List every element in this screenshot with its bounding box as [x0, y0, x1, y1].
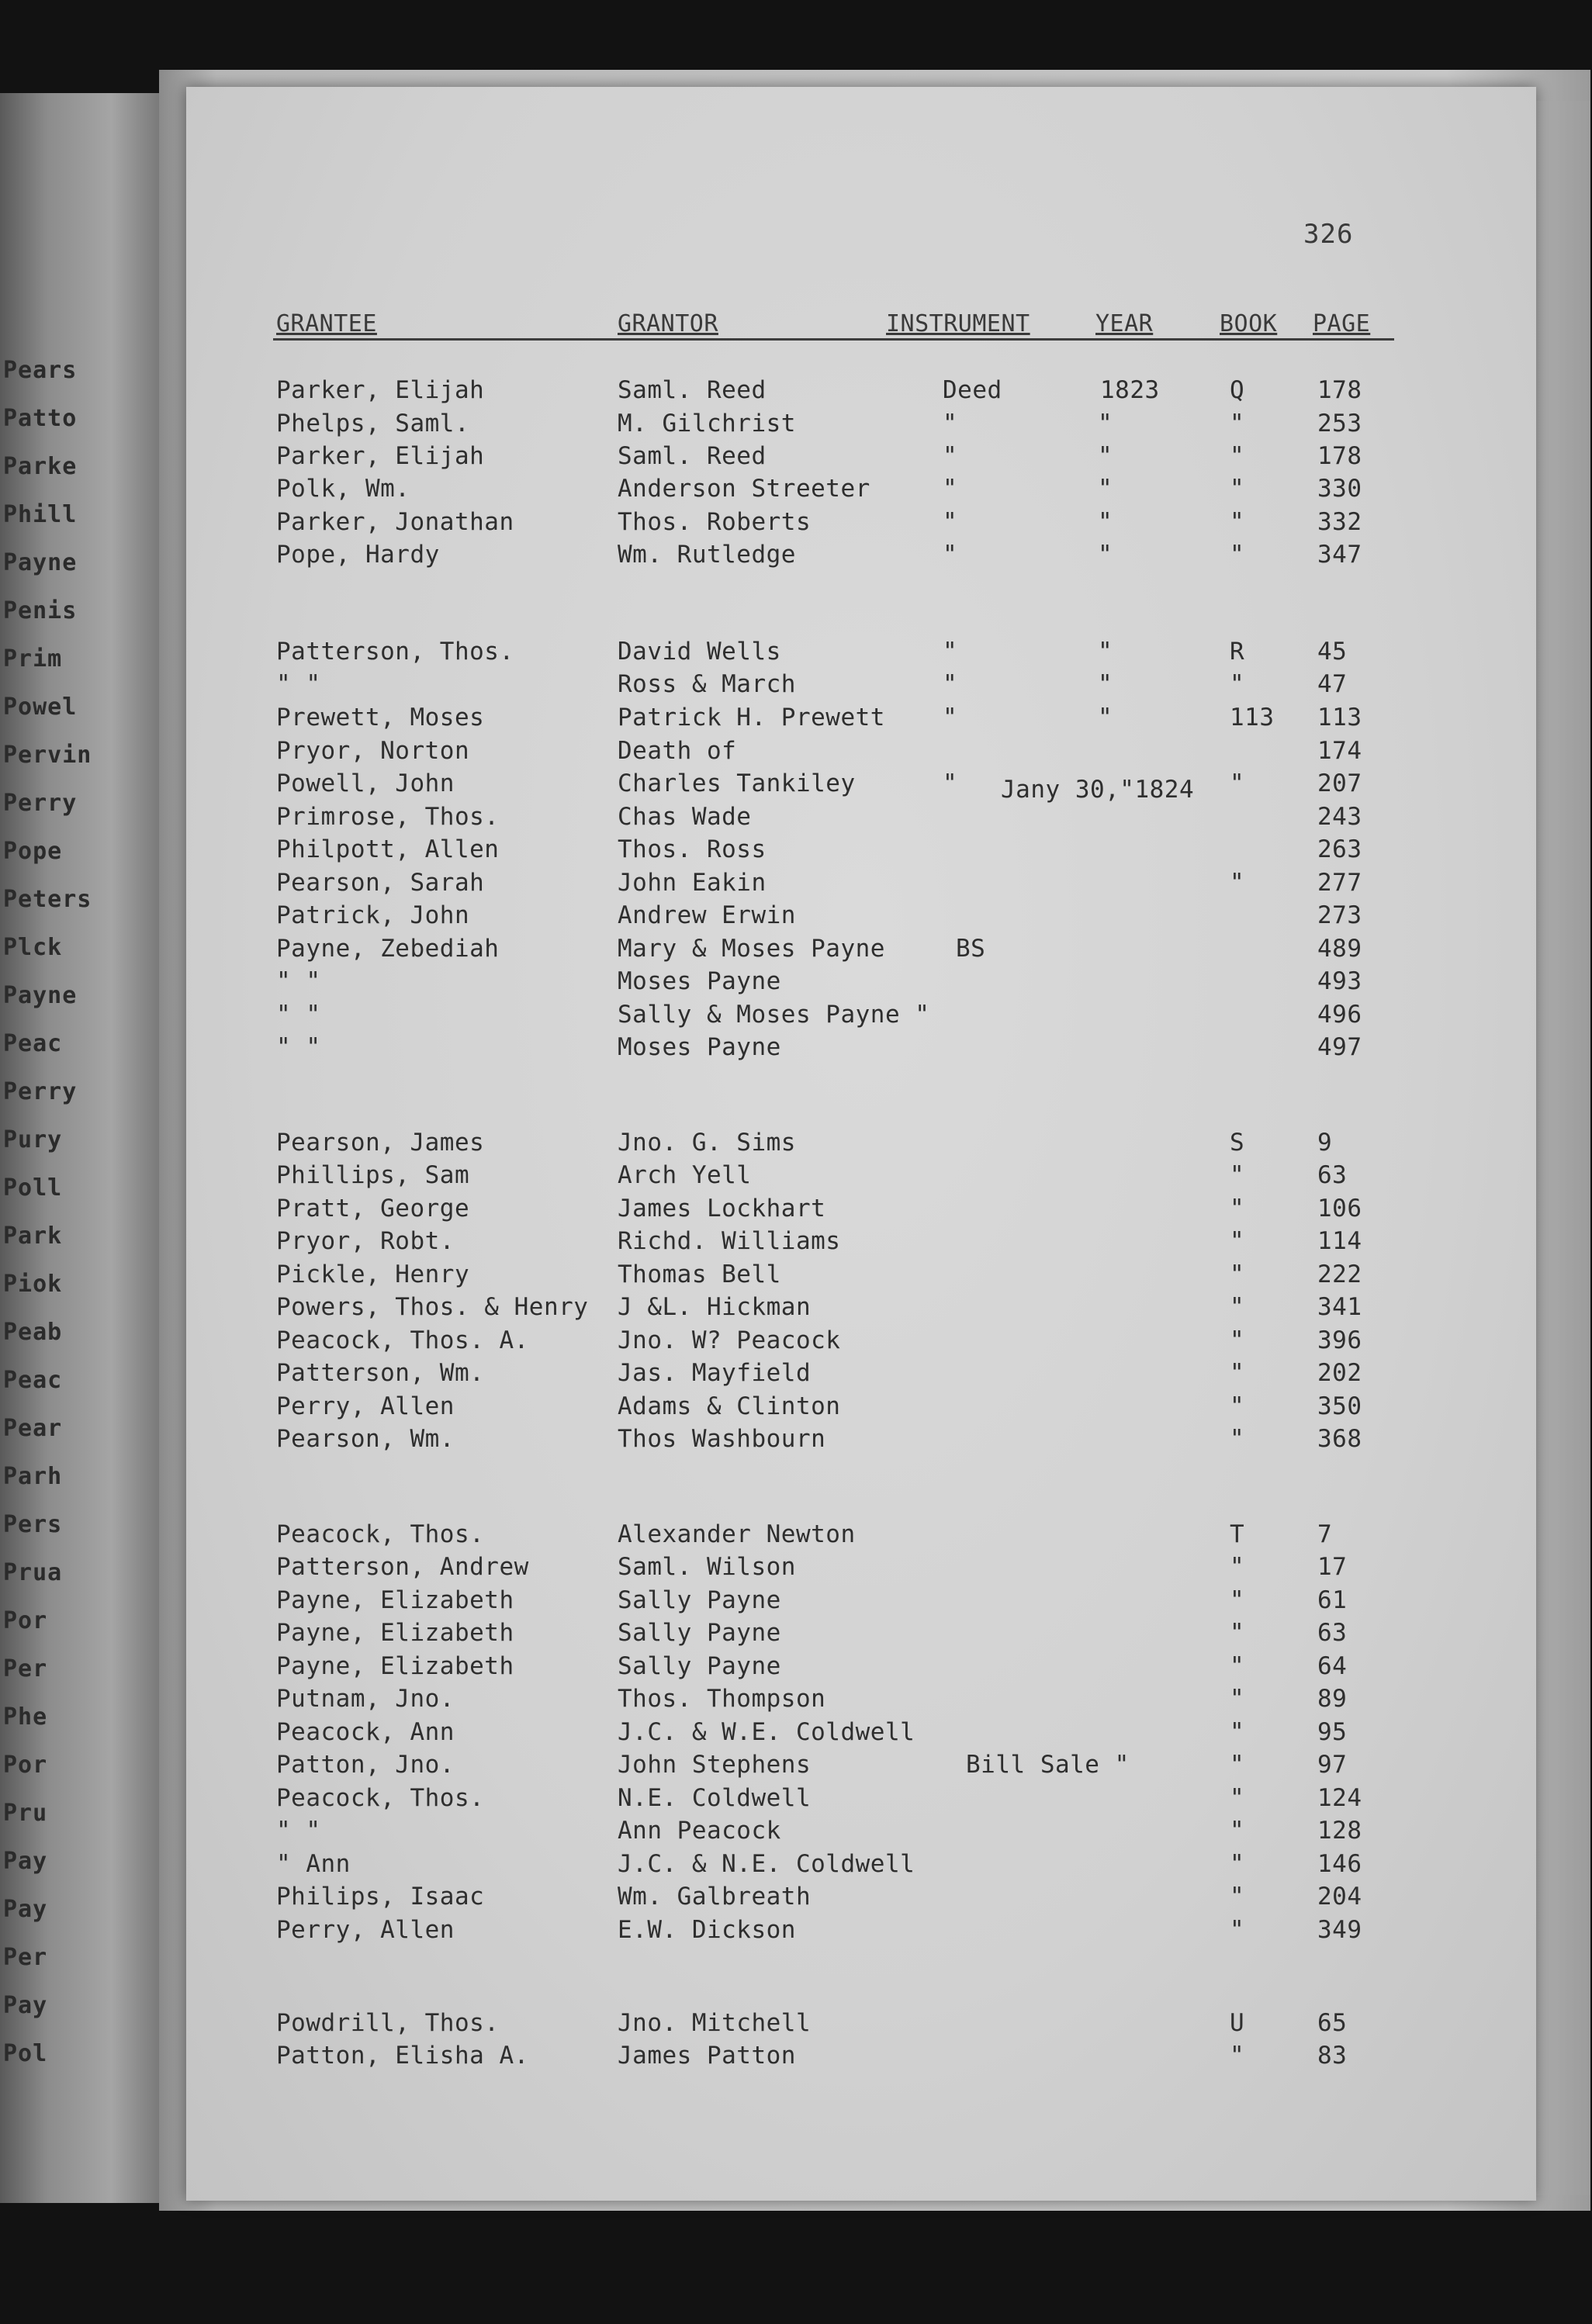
cell-book: "	[1230, 1326, 1245, 1354]
cell-book: "	[1230, 1586, 1245, 1614]
cell-grantor: Ross & March	[618, 670, 796, 698]
cell-grantee: Pryor, Robt.	[276, 1227, 455, 1255]
cell-grantee: " "	[276, 1001, 321, 1029]
cell-grantor: Thos. Ross	[618, 835, 767, 863]
cell-grantor: J &L. Hickman	[618, 1293, 812, 1321]
table-row	[0, 737, 1592, 769]
cell-instrument: "	[943, 508, 958, 536]
cell-grantee: Peacock, Thos. A.	[276, 1326, 529, 1354]
cell-grantee: Powers, Thos. & Henry	[276, 1293, 589, 1321]
table-row	[0, 967, 1592, 1000]
cell-page: 17	[1317, 1553, 1348, 1581]
cell-page: 330	[1317, 475, 1362, 503]
cell-grantor: Sally Payne	[618, 1586, 781, 1614]
cell-grantee: Peacock, Thos.	[276, 1520, 485, 1548]
cell-page: 83	[1317, 2042, 1348, 2070]
cell-grantor: Jno. Mitchell	[618, 2009, 812, 2037]
cell-year: "	[1098, 704, 1113, 731]
cell-grantee: " Ann	[276, 1850, 351, 1878]
cell-grantor: J.C. & W.E. Coldwell	[618, 1718, 915, 1746]
cell-book: 113	[1230, 704, 1275, 731]
cell-grantor: Patrick H. Prewett	[618, 704, 885, 731]
table-row	[0, 508, 1592, 541]
cell-page: 61	[1317, 1586, 1348, 1614]
cell-grantor: Sally Payne	[618, 1619, 781, 1647]
table-row	[0, 1685, 1592, 1717]
cell-grantee: Peacock, Thos.	[276, 1784, 485, 1812]
table-row	[0, 1718, 1592, 1751]
table-row	[0, 1916, 1592, 1949]
left-page-fragment: Perry	[3, 1078, 78, 1105]
cell-page: 350	[1317, 1392, 1362, 1420]
cell-book: "	[1230, 1359, 1245, 1387]
cell-page: 128	[1317, 1817, 1362, 1845]
cell-year: "	[1098, 410, 1113, 437]
cell-page: 489	[1317, 935, 1362, 963]
cell-grantor: James Patton	[618, 2042, 796, 2070]
cell-grantor: Mary & Moses Payne	[618, 935, 885, 963]
cell-instrument: "	[943, 769, 958, 797]
table-row	[0, 670, 1592, 703]
left-page-fragment: Powel	[3, 693, 78, 721]
left-page-fragment: Patto	[3, 405, 78, 432]
cell-year: Jany 30,"1824	[1001, 776, 1195, 804]
column-header-row	[273, 310, 1394, 341]
cell-book: "	[1230, 1652, 1245, 1680]
cell-page: 493	[1317, 967, 1362, 995]
cell-page: 273	[1317, 901, 1362, 929]
left-page-fragment: Pears	[3, 357, 78, 384]
cell-page: 97	[1317, 1751, 1348, 1779]
cell-grantor: Saml. Wilson	[618, 1553, 796, 1581]
cell-book: "	[1230, 1619, 1245, 1647]
cell-grantor: Arch Yell	[618, 1161, 752, 1189]
left-page-fragment: Pay	[3, 1848, 48, 1875]
cell-grantee: Pickle, Henry	[276, 1261, 470, 1288]
cell-book: R	[1230, 638, 1245, 666]
table-row	[0, 410, 1592, 442]
cell-book: "	[1230, 769, 1245, 797]
cell-grantee: Pearson, Sarah	[276, 869, 485, 897]
table-row	[0, 638, 1592, 670]
header-year: YEAR	[1095, 310, 1154, 337]
cell-grantee: Pearson, Wm.	[276, 1425, 455, 1453]
cell-book: "	[1230, 2042, 1245, 2070]
table-row	[0, 376, 1592, 409]
left-page-fragment: Pervin	[3, 742, 92, 769]
cell-page: 65	[1317, 2009, 1348, 2037]
cell-page: 63	[1317, 1161, 1348, 1189]
cell-book: "	[1230, 541, 1245, 569]
cell-book: "	[1230, 475, 1245, 503]
cell-page: 146	[1317, 1850, 1362, 1878]
cell-year: "	[1098, 475, 1113, 503]
cell-page: 113	[1317, 704, 1362, 731]
left-page-fragment: Peters	[3, 886, 92, 913]
table-row	[0, 1129, 1592, 1161]
table-row	[0, 2042, 1592, 2074]
cell-grantor: Sally Payne	[618, 1652, 781, 1680]
cell-grantor: Chas Wade	[618, 803, 752, 831]
table-row	[0, 475, 1592, 507]
cell-book: "	[1230, 1553, 1245, 1581]
table-row	[0, 803, 1592, 835]
table-row	[0, 1161, 1592, 1194]
cell-book: "	[1230, 1916, 1245, 1944]
cell-book: Q	[1230, 376, 1245, 404]
cell-grantor: Charles Tankiley	[618, 769, 856, 797]
cell-instrument: "	[943, 670, 958, 698]
cell-page: 332	[1317, 508, 1362, 536]
cell-grantee: " "	[276, 967, 321, 995]
table-row	[0, 769, 1592, 802]
table-row	[0, 1784, 1592, 1817]
cell-page: 45	[1317, 638, 1348, 666]
cell-grantee: Payne, Elizabeth	[276, 1586, 514, 1614]
cell-grantee: Perry, Allen	[276, 1916, 455, 1944]
cell-grantor: Death of	[618, 737, 737, 765]
cell-page: 207	[1317, 769, 1362, 797]
cell-page: 222	[1317, 1261, 1362, 1288]
table-row	[0, 1033, 1592, 1066]
cell-grantee: Patterson, Thos.	[276, 638, 514, 666]
table-row	[0, 1883, 1592, 1915]
cell-grantee: Payne, Elizabeth	[276, 1619, 514, 1647]
cell-instrument: Bill Sale "	[966, 1751, 1130, 1779]
cell-book: "	[1230, 1883, 1245, 1911]
cell-book: "	[1230, 442, 1245, 470]
cell-grantor: Wm. Rutledge	[618, 541, 796, 569]
cell-page: 47	[1317, 670, 1348, 698]
left-page-fragment: Parh	[3, 1463, 63, 1490]
cell-year: 1823	[1100, 376, 1160, 404]
cell-grantee: Philips, Isaac	[276, 1883, 485, 1911]
cell-year: "	[1098, 670, 1113, 698]
cell-page: 497	[1317, 1033, 1362, 1061]
cell-grantee: Powell, John	[276, 769, 455, 797]
header-book: BOOK	[1220, 310, 1278, 337]
cell-year: "	[1098, 442, 1113, 470]
cell-grantee: Prewett, Moses	[276, 704, 485, 731]
cell-grantor: Richd. Williams	[618, 1227, 841, 1255]
cell-book: "	[1230, 1817, 1245, 1845]
table-row	[0, 541, 1592, 573]
cell-grantor: John Stephens	[618, 1751, 812, 1779]
cell-grantee: Perry, Allen	[276, 1392, 455, 1420]
cell-grantee: " "	[276, 670, 321, 698]
cell-page: 243	[1317, 803, 1362, 831]
cell-grantee: Powdrill, Thos.	[276, 2009, 500, 2037]
left-page-fragment: Parke	[3, 453, 78, 480]
cell-grantee: Parker, Elijah	[276, 442, 485, 470]
cell-grantor: Moses Payne	[618, 1033, 781, 1061]
cell-book: "	[1230, 1392, 1245, 1420]
cell-year: "	[1098, 541, 1113, 569]
table-row	[0, 1195, 1592, 1227]
cell-grantee: " "	[276, 1817, 321, 1845]
table-row	[0, 1293, 1592, 1326]
table-row	[0, 869, 1592, 901]
cell-grantee: Pryor, Norton	[276, 737, 470, 765]
cell-instrument: BS	[956, 935, 986, 963]
cell-page: 106	[1317, 1195, 1362, 1223]
table-row	[0, 1392, 1592, 1425]
cell-book: "	[1230, 1161, 1245, 1189]
table-row	[0, 1553, 1592, 1586]
cell-page: 174	[1317, 737, 1362, 765]
left-page-fragment: Payne	[3, 982, 78, 1009]
table-row	[0, 1261, 1592, 1293]
cell-grantee: Phillips, Sam	[276, 1161, 470, 1189]
cell-book: "	[1230, 1293, 1245, 1321]
left-page-fragment: Peab	[3, 1319, 63, 1346]
cell-grantee: Putnam, Jno.	[276, 1685, 455, 1713]
cell-grantor: J.C. & N.E. Coldwell	[618, 1850, 915, 1878]
header-grantee: GRANTEE	[276, 310, 377, 337]
cell-year: "	[1098, 638, 1113, 666]
cell-book: U	[1230, 2009, 1245, 2037]
cell-grantor: N.E. Coldwell	[618, 1784, 812, 1812]
cell-page: 178	[1317, 442, 1362, 470]
cell-page: 114	[1317, 1227, 1362, 1255]
left-page-fragment: Payne	[3, 549, 78, 576]
cell-page: 204	[1317, 1883, 1362, 1911]
cell-grantor: David Wells	[618, 638, 781, 666]
cell-grantee: Primrose, Thos.	[276, 803, 500, 831]
left-page-fragment: Phill	[3, 501, 78, 528]
cell-page: 368	[1317, 1425, 1362, 1453]
cell-page: 347	[1317, 541, 1362, 569]
cell-grantor: Wm. Galbreath	[618, 1883, 812, 1911]
table-row	[0, 1850, 1592, 1883]
left-page-fragment: Por	[3, 1752, 48, 1779]
cell-grantee: Patton, Elisha A.	[276, 2042, 529, 2070]
cell-grantor: Jno. G. Sims	[618, 1129, 796, 1157]
left-page-fragment: Prim	[3, 645, 63, 673]
cell-page: 263	[1317, 835, 1362, 863]
cell-grantee: Patterson, Wm.	[276, 1359, 485, 1387]
cell-page: 89	[1317, 1685, 1348, 1713]
table-row	[0, 1359, 1592, 1392]
cell-book: "	[1230, 1685, 1245, 1713]
cell-page: 202	[1317, 1359, 1362, 1387]
header-page: PAGE	[1313, 310, 1371, 337]
table-row	[0, 1751, 1592, 1783]
cell-page: 124	[1317, 1784, 1362, 1812]
left-page-fragment: Park	[3, 1223, 63, 1250]
cell-page: 253	[1317, 410, 1362, 437]
cell-grantee: Patterson, Andrew	[276, 1553, 529, 1581]
cell-book: "	[1230, 1784, 1245, 1812]
left-page-fragment: Phe	[3, 1703, 48, 1731]
cell-page: 63	[1317, 1619, 1348, 1647]
cell-book: "	[1230, 869, 1245, 897]
table-row	[0, 2009, 1592, 2042]
cell-instrument: "	[943, 541, 958, 569]
cell-book: "	[1230, 1261, 1245, 1288]
cell-instrument: "	[943, 638, 958, 666]
table-row	[0, 1425, 1592, 1458]
cell-book: "	[1230, 508, 1245, 536]
cell-instrument: "	[943, 442, 958, 470]
table-row	[0, 835, 1592, 868]
cell-instrument: "	[943, 475, 958, 503]
table-row	[0, 1227, 1592, 1260]
cell-grantee: Polk, Wm.	[276, 475, 410, 503]
cell-page: 496	[1317, 1001, 1362, 1029]
cell-page: 9	[1317, 1129, 1333, 1157]
table-row	[0, 901, 1592, 934]
table-row	[0, 1586, 1592, 1619]
table-row	[0, 1652, 1592, 1685]
table-row	[0, 442, 1592, 475]
left-page-fragment: Pru	[3, 1800, 48, 1827]
cell-grantee: Pratt, George	[276, 1195, 470, 1223]
left-page-fragment: Poll	[3, 1174, 63, 1202]
cell-page: 7	[1317, 1520, 1333, 1548]
cell-grantor: Moses Payne	[618, 967, 781, 995]
cell-book: "	[1230, 670, 1245, 698]
cell-grantor: John Eakin	[618, 869, 767, 897]
left-page-fragment: Per	[3, 1655, 48, 1682]
left-page-fragment: Perry	[3, 790, 78, 817]
cell-book: T	[1230, 1520, 1245, 1548]
cell-page: 178	[1317, 376, 1362, 404]
cell-book: "	[1230, 1195, 1245, 1223]
left-page-fragment: Plck	[3, 934, 63, 961]
cell-grantor: Saml. Reed	[618, 442, 767, 470]
cell-grantee: " "	[276, 1033, 321, 1061]
left-page-fragment: Per	[3, 1944, 48, 1971]
cell-page: 95	[1317, 1718, 1348, 1746]
cell-book: "	[1230, 1718, 1245, 1746]
cell-grantor: Thos Washbourn	[618, 1425, 826, 1453]
left-page-fragment: Peac	[3, 1030, 63, 1057]
cell-book: "	[1230, 1751, 1245, 1779]
table-row	[0, 1001, 1592, 1033]
cell-grantor: Jas. Mayfield	[618, 1359, 812, 1387]
left-page-fragment: Penis	[3, 597, 78, 624]
cell-grantee: Payne, Zebediah	[276, 935, 500, 963]
cell-grantor: Jno. W? Peacock	[618, 1326, 841, 1354]
left-page-fragment: Pear	[3, 1415, 63, 1442]
cell-page: 349	[1317, 1916, 1362, 1944]
cell-grantee: Philpott, Allen	[276, 835, 500, 863]
cell-book: "	[1230, 410, 1245, 437]
left-page-fragment: Pers	[3, 1511, 63, 1538]
table-row	[0, 704, 1592, 736]
cell-book: "	[1230, 1425, 1245, 1453]
left-page-fragment: Pay	[3, 1896, 48, 1923]
table-row	[0, 1326, 1592, 1359]
cell-book: "	[1230, 1850, 1245, 1878]
cell-instrument: "	[943, 704, 958, 731]
table-row	[0, 935, 1592, 967]
cell-grantee: Pope, Hardy	[276, 541, 440, 569]
cell-grantor: Thos. Thompson	[618, 1685, 826, 1713]
cell-grantee: Parker, Elijah	[276, 376, 485, 404]
cell-grantor: Thomas Bell	[618, 1261, 781, 1288]
cell-grantor: Andrew Erwin	[618, 901, 796, 929]
left-page-fragment: Pury	[3, 1126, 63, 1153]
cell-page: 396	[1317, 1326, 1362, 1354]
cell-grantor: E.W. Dickson	[618, 1916, 796, 1944]
left-page-fragment: Piok	[3, 1271, 63, 1298]
cell-page: 277	[1317, 869, 1362, 897]
cell-grantor: M. Gilchrist	[618, 410, 796, 437]
page-number: 326	[1303, 219, 1354, 250]
cell-grantor: Anderson Streeter	[618, 475, 870, 503]
cell-grantor: Ann Peacock	[618, 1817, 781, 1845]
left-page-fragment: Prua	[3, 1559, 63, 1586]
cell-grantee: Parker, Jonathan	[276, 508, 514, 536]
cell-year: "	[1098, 508, 1113, 536]
left-page-fragment: Peac	[3, 1367, 63, 1394]
cell-grantor: Alexander Newton	[618, 1520, 856, 1548]
table-row	[0, 1817, 1592, 1849]
cell-page: 64	[1317, 1652, 1348, 1680]
cell-grantee: Patton, Jno.	[276, 1751, 455, 1779]
cell-page: 341	[1317, 1293, 1362, 1321]
cell-book: S	[1230, 1129, 1245, 1157]
cell-instrument: Deed	[943, 376, 1002, 404]
cell-instrument: "	[943, 410, 958, 437]
left-page-fragment: Pay	[3, 1992, 48, 2019]
header-grantor: GRANTOR	[618, 310, 718, 337]
left-page-fragment: Pol	[3, 2040, 48, 2067]
cell-grantee: Patrick, John	[276, 901, 470, 929]
left-page-fragment: Por	[3, 1607, 48, 1634]
cell-book: "	[1230, 1227, 1245, 1255]
cell-grantee: Payne, Elizabeth	[276, 1652, 514, 1680]
cell-grantee: Phelps, Saml.	[276, 410, 470, 437]
header-instrument: INSTRUMENT	[886, 310, 1030, 337]
cell-grantee: Pearson, James	[276, 1129, 485, 1157]
cell-grantor: Thos. Roberts	[618, 508, 812, 536]
cell-grantor: Adams & Clinton	[618, 1392, 841, 1420]
cell-grantee: Peacock, Ann	[276, 1718, 455, 1746]
table-row	[0, 1619, 1592, 1651]
cell-grantor: Saml. Reed	[618, 376, 767, 404]
cell-grantor: Sally & Moses Payne "	[618, 1001, 930, 1029]
cell-grantor: James Lockhart	[618, 1195, 826, 1223]
left-page-fragment: Pope	[3, 838, 63, 865]
table-row	[0, 1520, 1592, 1553]
